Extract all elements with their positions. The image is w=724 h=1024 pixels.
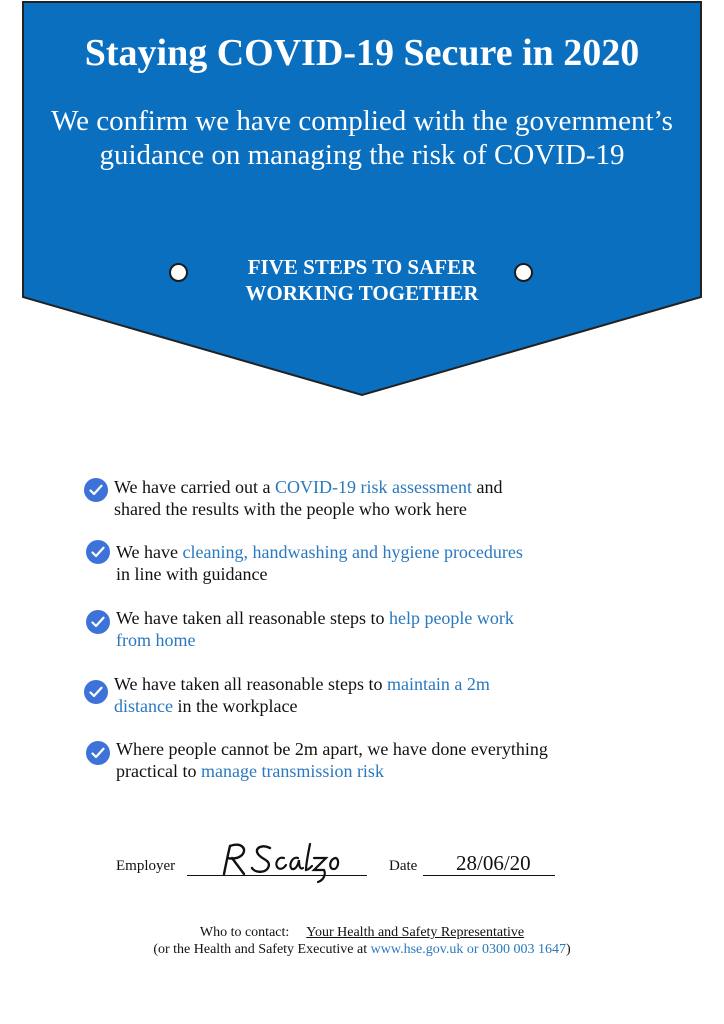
left-dot-decoration <box>169 263 188 282</box>
subtitle-line: We confirm we have complied with the government’s <box>51 105 673 137</box>
step-text-plain: practical to <box>116 761 201 781</box>
hse-link[interactable]: www.hse.gov.uk or 0300 003 1647 <box>370 942 566 957</box>
banner-subtitle <box>20 104 704 172</box>
step-text-plain: in the workplace <box>172 696 298 716</box>
step-text-highlight: distance <box>114 696 173 716</box>
check-circle-icon <box>86 540 110 564</box>
subtitle-line: guidance on managing the risk of COVID-19 <box>99 139 625 171</box>
step-text-highlight: maintain a 2m <box>386 674 490 694</box>
step-text <box>116 607 636 651</box>
step-text <box>116 541 636 585</box>
step-text-highlight: help people work <box>388 608 514 628</box>
contact-hse-row <box>0 941 724 958</box>
step-text-highlight: cleaning, handwashing and hygiene procedures <box>182 542 523 562</box>
step-text-plain: We have carried out a <box>114 477 275 497</box>
step-text-plain: and <box>471 477 503 497</box>
step-text-plain: Where people cannot be 2m apart, we have done everything <box>116 739 548 759</box>
step-text-plain: in line with guidance <box>116 564 268 584</box>
check-circle-icon <box>86 741 110 765</box>
step-text-highlight: COVID-19 risk assessment <box>274 477 472 497</box>
step-text <box>114 673 634 717</box>
step-text-highlight: from home <box>116 630 196 650</box>
step-text-plain: We have <box>116 542 183 562</box>
contact-section <box>0 924 724 958</box>
handwritten-signature <box>214 840 354 884</box>
hse-prefix: (or the Health and Safety Executive at <box>153 942 371 957</box>
right-dot-decoration <box>514 263 533 282</box>
date-value: 28/06/20 <box>456 851 531 875</box>
step-text-plain: We have taken all reasonable steps to <box>116 608 389 628</box>
step-text-plain: We have taken all reasonable steps to <box>114 674 387 694</box>
steps-heading <box>200 254 524 306</box>
step-text <box>116 738 636 782</box>
employer-label: Employer <box>116 858 176 874</box>
step-text-highlight: manage transmission risk <box>200 761 384 781</box>
check-circle-icon <box>84 478 108 502</box>
contact-row <box>0 924 724 941</box>
step-text <box>114 476 634 520</box>
steps-heading-line: FIVE STEPS TO SAFER <box>247 255 477 279</box>
contact-label: Who to contact: <box>199 925 290 940</box>
check-circle-icon <box>86 610 110 634</box>
steps-heading-line: WORKING TOGETHER <box>245 281 479 305</box>
check-circle-icon <box>84 680 108 704</box>
hse-suffix: ) <box>565 942 571 957</box>
contact-representative: Your Health and Safety Representative <box>306 925 525 940</box>
signature-row <box>116 840 616 880</box>
date-label: Date <box>389 858 418 874</box>
page-title: Staying COVID-19 Secure in 2020 <box>84 32 640 74</box>
step-text-plain: shared the results with the people who work here <box>114 499 467 519</box>
